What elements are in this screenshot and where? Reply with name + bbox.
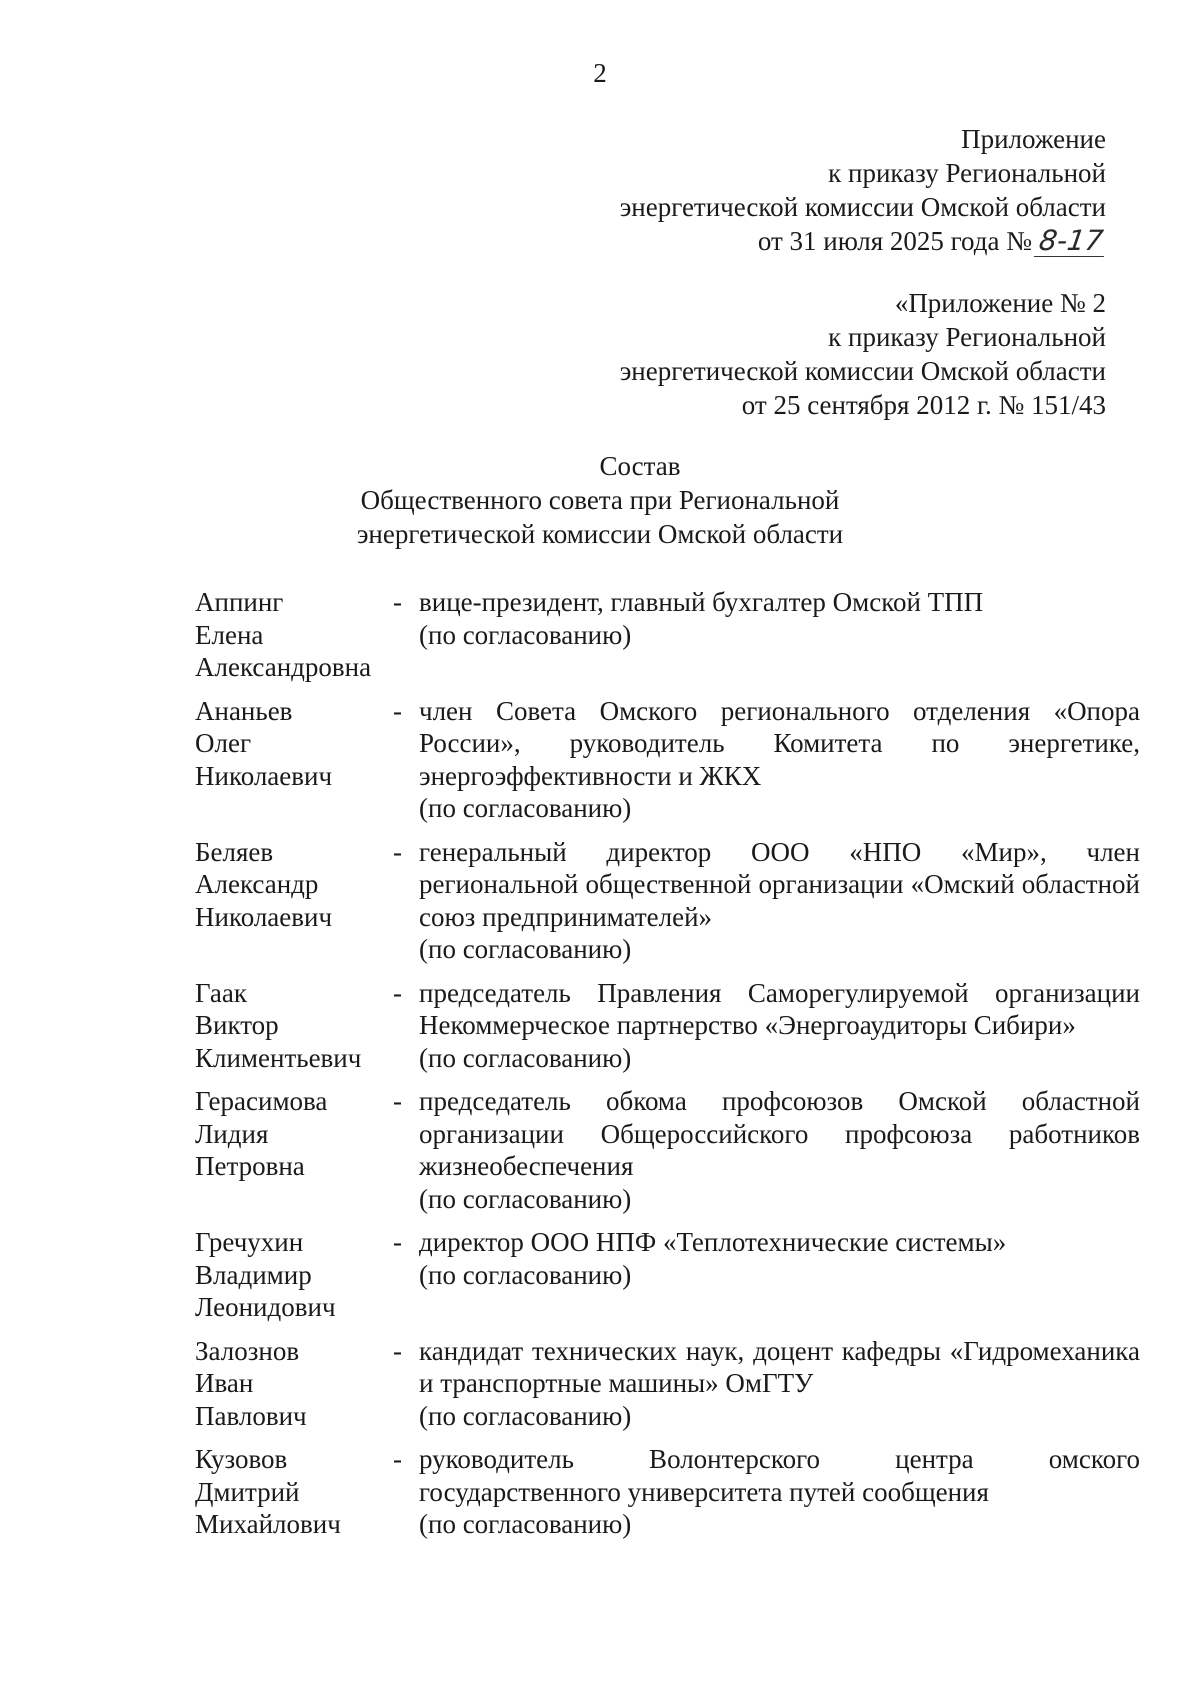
appendix-header-line: к приказу Региональной — [828, 158, 1106, 188]
member-patronymic: Климентьевич — [195, 1042, 362, 1073]
page-number: 2 — [593, 58, 607, 88]
member-surname: Залознов — [195, 1335, 300, 1366]
member-name — [195, 695, 393, 825]
member-description — [419, 695, 1140, 825]
appendix-header-date-prefix: от 31 июля 2025 года № — [757, 226, 1032, 256]
member-dash: - — [393, 1086, 402, 1116]
member-row — [195, 1443, 1140, 1541]
member-dash: - — [393, 1444, 402, 1474]
member-patronymic: Михайлович — [195, 1509, 341, 1539]
appendix-header-line: энергетической комиссии Омской области — [619, 192, 1106, 222]
member-position: директор ООО НПФ «Теплотехнические системы» — [419, 1227, 1007, 1257]
member-dash: - — [393, 977, 402, 1008]
member-patronymic: Николаевич — [195, 760, 333, 791]
member-approval-note: (по согласованию) — [419, 1183, 632, 1214]
member-row — [195, 1226, 1140, 1324]
quoted-appendix-header-line: к приказу Региональной — [828, 322, 1106, 352]
member-row — [195, 586, 1140, 684]
member-position: кандидат технических наук, доцент кафедры «Гидромеханика и транспортные машины» ОмГТУ — [419, 1335, 1140, 1398]
member-first-name: Елена — [195, 619, 264, 650]
member-description — [419, 586, 1140, 684]
member-approval-note: (по согласованию) — [419, 1400, 632, 1431]
quoted-appendix-header — [620, 286, 1106, 422]
member-approval-note: (по согласованию) — [419, 619, 632, 650]
member-position: председатель Правления Саморегулируемой организации Некоммерческое партнерство «Энергоаудиторы Сибири» — [419, 977, 1140, 1040]
member-surname: Кузовов — [195, 1444, 288, 1474]
member-position: руководитель Волонтерского центра омского государственного университета путей сообщения — [419, 1444, 1140, 1507]
member-first-name: Александр — [195, 869, 319, 899]
member-name — [195, 1443, 393, 1541]
handwritten-order-number: 8-17 — [1034, 226, 1108, 257]
member-patronymic: Леонидович — [195, 1292, 336, 1322]
member-surname: Герасимова — [195, 1086, 328, 1116]
member-surname: Ананьев — [195, 695, 293, 726]
member-first-name: Владимир — [195, 1259, 312, 1290]
member-dash: - — [393, 587, 402, 617]
document-title — [0, 449, 1200, 551]
member-description — [419, 836, 1140, 966]
member-name — [195, 1335, 393, 1433]
member-row — [195, 1085, 1140, 1215]
member-first-name: Лидия — [195, 1118, 269, 1149]
member-row — [195, 836, 1140, 966]
member-dash: - — [393, 1335, 402, 1366]
quoted-appendix-header-line: «Приложение № 2 — [894, 288, 1106, 318]
member-surname: Аппинг — [195, 587, 284, 617]
member-description — [419, 977, 1140, 1075]
appendix-header — [620, 122, 1106, 258]
member-dash: - — [393, 695, 402, 726]
member-description — [419, 1443, 1140, 1541]
member-name — [195, 1226, 393, 1324]
member-patronymic: Александровна — [195, 652, 372, 682]
appendix-header-line: Приложение — [961, 124, 1106, 154]
member-position: председатель обкома профсоюзов Омской областной организации Общероссийского профсоюза работников жизнеобеспечения — [419, 1086, 1140, 1181]
member-approval-note: (по согласованию) — [419, 1259, 632, 1290]
member-surname: Беляев — [195, 836, 274, 867]
title-line: Общественного совета при Региональной — [360, 485, 840, 515]
member-dash: - — [393, 836, 402, 867]
quoted-appendix-header-line: энергетической комиссии Омской области — [619, 356, 1106, 386]
member-first-name: Дмитрий — [195, 1476, 300, 1507]
member-approval-note: (по согласованию) — [419, 793, 632, 823]
council-member-list — [195, 586, 1140, 1552]
member-dash: - — [393, 1227, 402, 1257]
appendix-header-date-line — [620, 224, 1106, 258]
member-patronymic: Николаевич — [195, 901, 333, 932]
member-patronymic: Павлович — [195, 1400, 307, 1431]
member-approval-note: (по согласованию) — [419, 1509, 632, 1539]
title-line: энергетической комиссии Омской области — [356, 519, 844, 549]
member-position: член Совета Омского регионального отделения «Опора России», руководитель Комитета по энергетике, энергоэффективности и ЖКХ — [419, 695, 1140, 791]
member-row — [195, 695, 1140, 825]
member-row — [195, 977, 1140, 1075]
member-approval-note: (по согласованию) — [419, 934, 632, 964]
member-patronymic: Петровна — [195, 1151, 305, 1181]
member-surname: Гречухин — [195, 1227, 304, 1257]
member-surname: Гаак — [195, 977, 248, 1008]
member-description — [419, 1226, 1140, 1324]
title-line: Состав — [599, 451, 681, 481]
member-description — [419, 1085, 1140, 1215]
quoted-appendix-header-line: от 25 сентября 2012 г. № 151/43 — [741, 390, 1106, 420]
member-row — [195, 1335, 1140, 1433]
member-name — [195, 977, 393, 1075]
member-description — [419, 1335, 1140, 1433]
member-name — [195, 586, 393, 684]
member-first-name: Виктор — [195, 1010, 279, 1040]
member-name — [195, 836, 393, 966]
member-name — [195, 1085, 393, 1215]
member-position: вице-президент, главный бухгалтер Омской ТПП — [419, 587, 984, 617]
member-first-name: Иван — [195, 1368, 254, 1398]
member-position: генеральный директор ООО «НПО «Мир», член региональной общественной организации «Омский областной союз предпринимателей» — [419, 836, 1140, 932]
member-approval-note: (по согласованию) — [419, 1042, 632, 1073]
member-first-name: Олег — [195, 728, 252, 758]
